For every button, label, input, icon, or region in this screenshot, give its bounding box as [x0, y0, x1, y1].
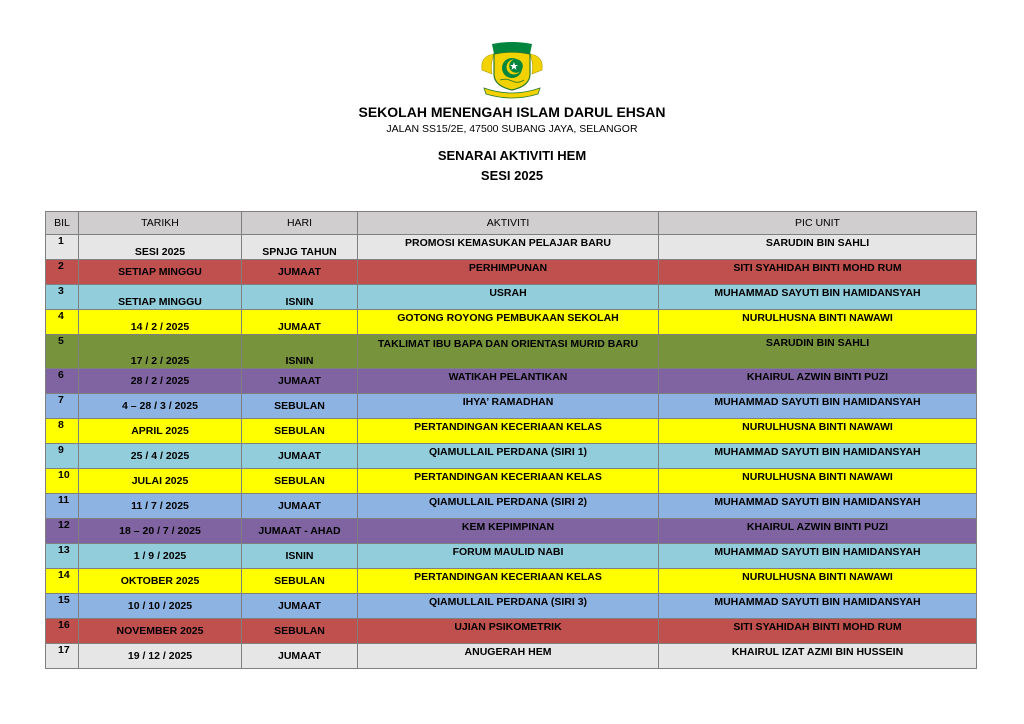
- cell-pic: KHAIRUL IZAT AZMI BIN HUSSEIN: [659, 644, 977, 669]
- cell-bil: 13: [46, 544, 79, 569]
- cell-aktiviti: QIAMULLAIL PERDANA (SIRI 1): [358, 444, 659, 469]
- header-pic-unit: PIC UNIT: [659, 212, 977, 235]
- school-name: SEKOLAH MENENGAH ISLAM DARUL EHSAN: [358, 104, 666, 120]
- cell-tarikh: 28 / 2 / 2025: [79, 369, 242, 394]
- cell-pic: SARUDIN BIN SAHLI: [659, 235, 977, 260]
- cell-aktiviti: UJIAN PSIKOMETRIK: [358, 619, 659, 644]
- cell-hari: SEBULAN: [242, 569, 358, 594]
- cell-pic: MUHAMMAD SAYUTI BIN HAMIDANSYAH: [659, 494, 977, 519]
- cell-hari: ISNIN: [242, 285, 358, 310]
- cell-tarikh: SETIAP MINGGU: [79, 285, 242, 310]
- cell-aktiviti: QIAMULLAIL PERDANA (SIRI 2): [358, 494, 659, 519]
- cell-hari: JUMAAT: [242, 644, 358, 669]
- cell-tarikh: 10 / 10 / 2025: [79, 594, 242, 619]
- cell-hari: SEBULAN: [242, 619, 358, 644]
- cell-pic: MUHAMMAD SAYUTI BIN HAMIDANSYAH: [659, 594, 977, 619]
- header-tarikh: TARIKH: [79, 212, 242, 235]
- cell-hari: ISNIN: [242, 335, 358, 369]
- cell-bil: 8: [46, 419, 79, 444]
- school-crest-icon: [476, 40, 548, 100]
- cell-bil: 15: [46, 594, 79, 619]
- table-row: [46, 619, 977, 644]
- table-row: [46, 394, 977, 419]
- table-row: [46, 369, 977, 394]
- cell-aktiviti: USRAH: [358, 285, 659, 310]
- cell-aktiviti: PROMOSI KEMASUKAN PELAJAR BARU: [358, 235, 659, 260]
- cell-bil: 3: [46, 285, 79, 310]
- cell-tarikh: JULAI 2025: [79, 469, 242, 494]
- table-row: [46, 444, 977, 469]
- cell-tarikh: 11 / 7 / 2025: [79, 494, 242, 519]
- cell-tarikh: SESI 2025: [79, 235, 242, 260]
- table-row: [46, 260, 977, 285]
- table-row: [46, 594, 977, 619]
- cell-aktiviti: PERTANDINGAN KECERIAAN KELAS: [358, 469, 659, 494]
- cell-tarikh: 18 – 20 / 7 / 2025: [79, 519, 242, 544]
- table-row: [46, 544, 977, 569]
- cell-tarikh: 14 / 2 / 2025: [79, 310, 242, 335]
- cell-hari: JUMAAT: [242, 444, 358, 469]
- cell-hari: JUMAAT: [242, 369, 358, 394]
- cell-hari: JUMAAT: [242, 260, 358, 285]
- cell-bil: 9: [46, 444, 79, 469]
- cell-pic: NURULHUSNA BINTI NAWAWI: [659, 419, 977, 444]
- cell-aktiviti: PERHIMPUNAN: [358, 260, 659, 285]
- cell-tarikh: APRIL 2025: [79, 419, 242, 444]
- cell-hari: JUMAAT - AHAD: [242, 519, 358, 544]
- cell-pic: MUHAMMAD SAYUTI BIN HAMIDANSYAH: [659, 444, 977, 469]
- cell-hari: SEBULAN: [242, 419, 358, 444]
- cell-bil: 12: [46, 519, 79, 544]
- cell-hari: SEBULAN: [242, 469, 358, 494]
- cell-pic: MUHAMMAD SAYUTI BIN HAMIDANSYAH: [659, 394, 977, 419]
- cell-hari: SPNJG TAHUN: [242, 235, 358, 260]
- cell-bil: 16: [46, 619, 79, 644]
- cell-pic: MUHAMMAD SAYUTI BIN HAMIDANSYAH: [659, 544, 977, 569]
- table-header-row: [46, 212, 977, 235]
- document-session: SESI 2025: [480, 168, 544, 183]
- cell-bil: 2: [46, 260, 79, 285]
- cell-bil: 10: [46, 469, 79, 494]
- cell-tarikh: NOVEMBER 2025: [79, 619, 242, 644]
- cell-pic: NURULHUSNA BINTI NAWAWI: [659, 469, 977, 494]
- header-hari: HARI: [242, 212, 358, 235]
- table-row: [46, 335, 977, 369]
- header-bil: BIL: [46, 212, 79, 235]
- cell-tarikh: SETIAP MINGGU: [79, 260, 242, 285]
- table-row: [46, 469, 977, 494]
- header-aktiviti: AKTIVITI: [358, 212, 659, 235]
- cell-bil: 4: [46, 310, 79, 335]
- cell-pic: SITI SYAHIDAH BINTI MOHD RUM: [659, 619, 977, 644]
- cell-bil: 11: [46, 494, 79, 519]
- cell-hari: SEBULAN: [242, 394, 358, 419]
- cell-pic: MUHAMMAD SAYUTI BIN HAMIDANSYAH: [659, 285, 977, 310]
- cell-pic: NURULHUSNA BINTI NAWAWI: [659, 310, 977, 335]
- cell-aktiviti: TAKLIMAT IBU BAPA DAN ORIENTASI MURID BARU: [358, 335, 659, 369]
- table-row: [46, 310, 977, 335]
- cell-pic: KHAIRUL AZWIN BINTI PUZI: [659, 519, 977, 544]
- cell-hari: ISNIN: [242, 544, 358, 569]
- activity-table: [45, 211, 977, 669]
- cell-aktiviti: GOTONG ROYONG PEMBUKAAN SEKOLAH: [358, 310, 659, 335]
- cell-pic: KHAIRUL AZWIN BINTI PUZI: [659, 369, 977, 394]
- cell-aktiviti: ANUGERAH HEM: [358, 644, 659, 669]
- cell-pic: SARUDIN BIN SAHLI: [659, 335, 977, 369]
- school-address: JALAN SS15/2E, 47500 SUBANG JAYA, SELANGOR: [386, 123, 638, 135]
- cell-bil: 14: [46, 569, 79, 594]
- table-row: [46, 235, 977, 260]
- cell-tarikh: 4 – 28 / 3 / 2025: [79, 394, 242, 419]
- table-row: [46, 569, 977, 594]
- cell-bil: 6: [46, 369, 79, 394]
- table-row: [46, 494, 977, 519]
- cell-pic: SITI SYAHIDAH BINTI MOHD RUM: [659, 260, 977, 285]
- cell-aktiviti: IHYA’ RAMADHAN: [358, 394, 659, 419]
- document-title: SENARAI AKTIVITI HEM: [437, 148, 587, 163]
- cell-tarikh: 19 / 12 / 2025: [79, 644, 242, 669]
- table-row: [46, 285, 977, 310]
- cell-aktiviti: KEM KEPIMPINAN: [358, 519, 659, 544]
- cell-pic: NURULHUSNA BINTI NAWAWI: [659, 569, 977, 594]
- table-row: [46, 644, 977, 669]
- cell-aktiviti: FORUM MAULID NABI: [358, 544, 659, 569]
- cell-tarikh: 1 / 9 / 2025: [79, 544, 242, 569]
- cell-hari: JUMAAT: [242, 310, 358, 335]
- cell-tarikh: 17 / 2 / 2025: [79, 335, 242, 369]
- table-row: [46, 519, 977, 544]
- cell-bil: 1: [46, 235, 79, 260]
- cell-aktiviti: WATIKAH PELANTIKAN: [358, 369, 659, 394]
- table-row: [46, 419, 977, 444]
- cell-aktiviti: PERTANDINGAN KECERIAAN KELAS: [358, 419, 659, 444]
- cell-bil: 5: [46, 335, 79, 369]
- cell-bil: 17: [46, 644, 79, 669]
- cell-aktiviti: PERTANDINGAN KECERIAAN KELAS: [358, 569, 659, 594]
- cell-tarikh: OKTOBER 2025: [79, 569, 242, 594]
- cell-tarikh: 25 / 4 / 2025: [79, 444, 242, 469]
- cell-hari: JUMAAT: [242, 594, 358, 619]
- cell-aktiviti: QIAMULLAIL PERDANA (SIRI 3): [358, 594, 659, 619]
- cell-hari: JUMAAT: [242, 494, 358, 519]
- cell-bil: 7: [46, 394, 79, 419]
